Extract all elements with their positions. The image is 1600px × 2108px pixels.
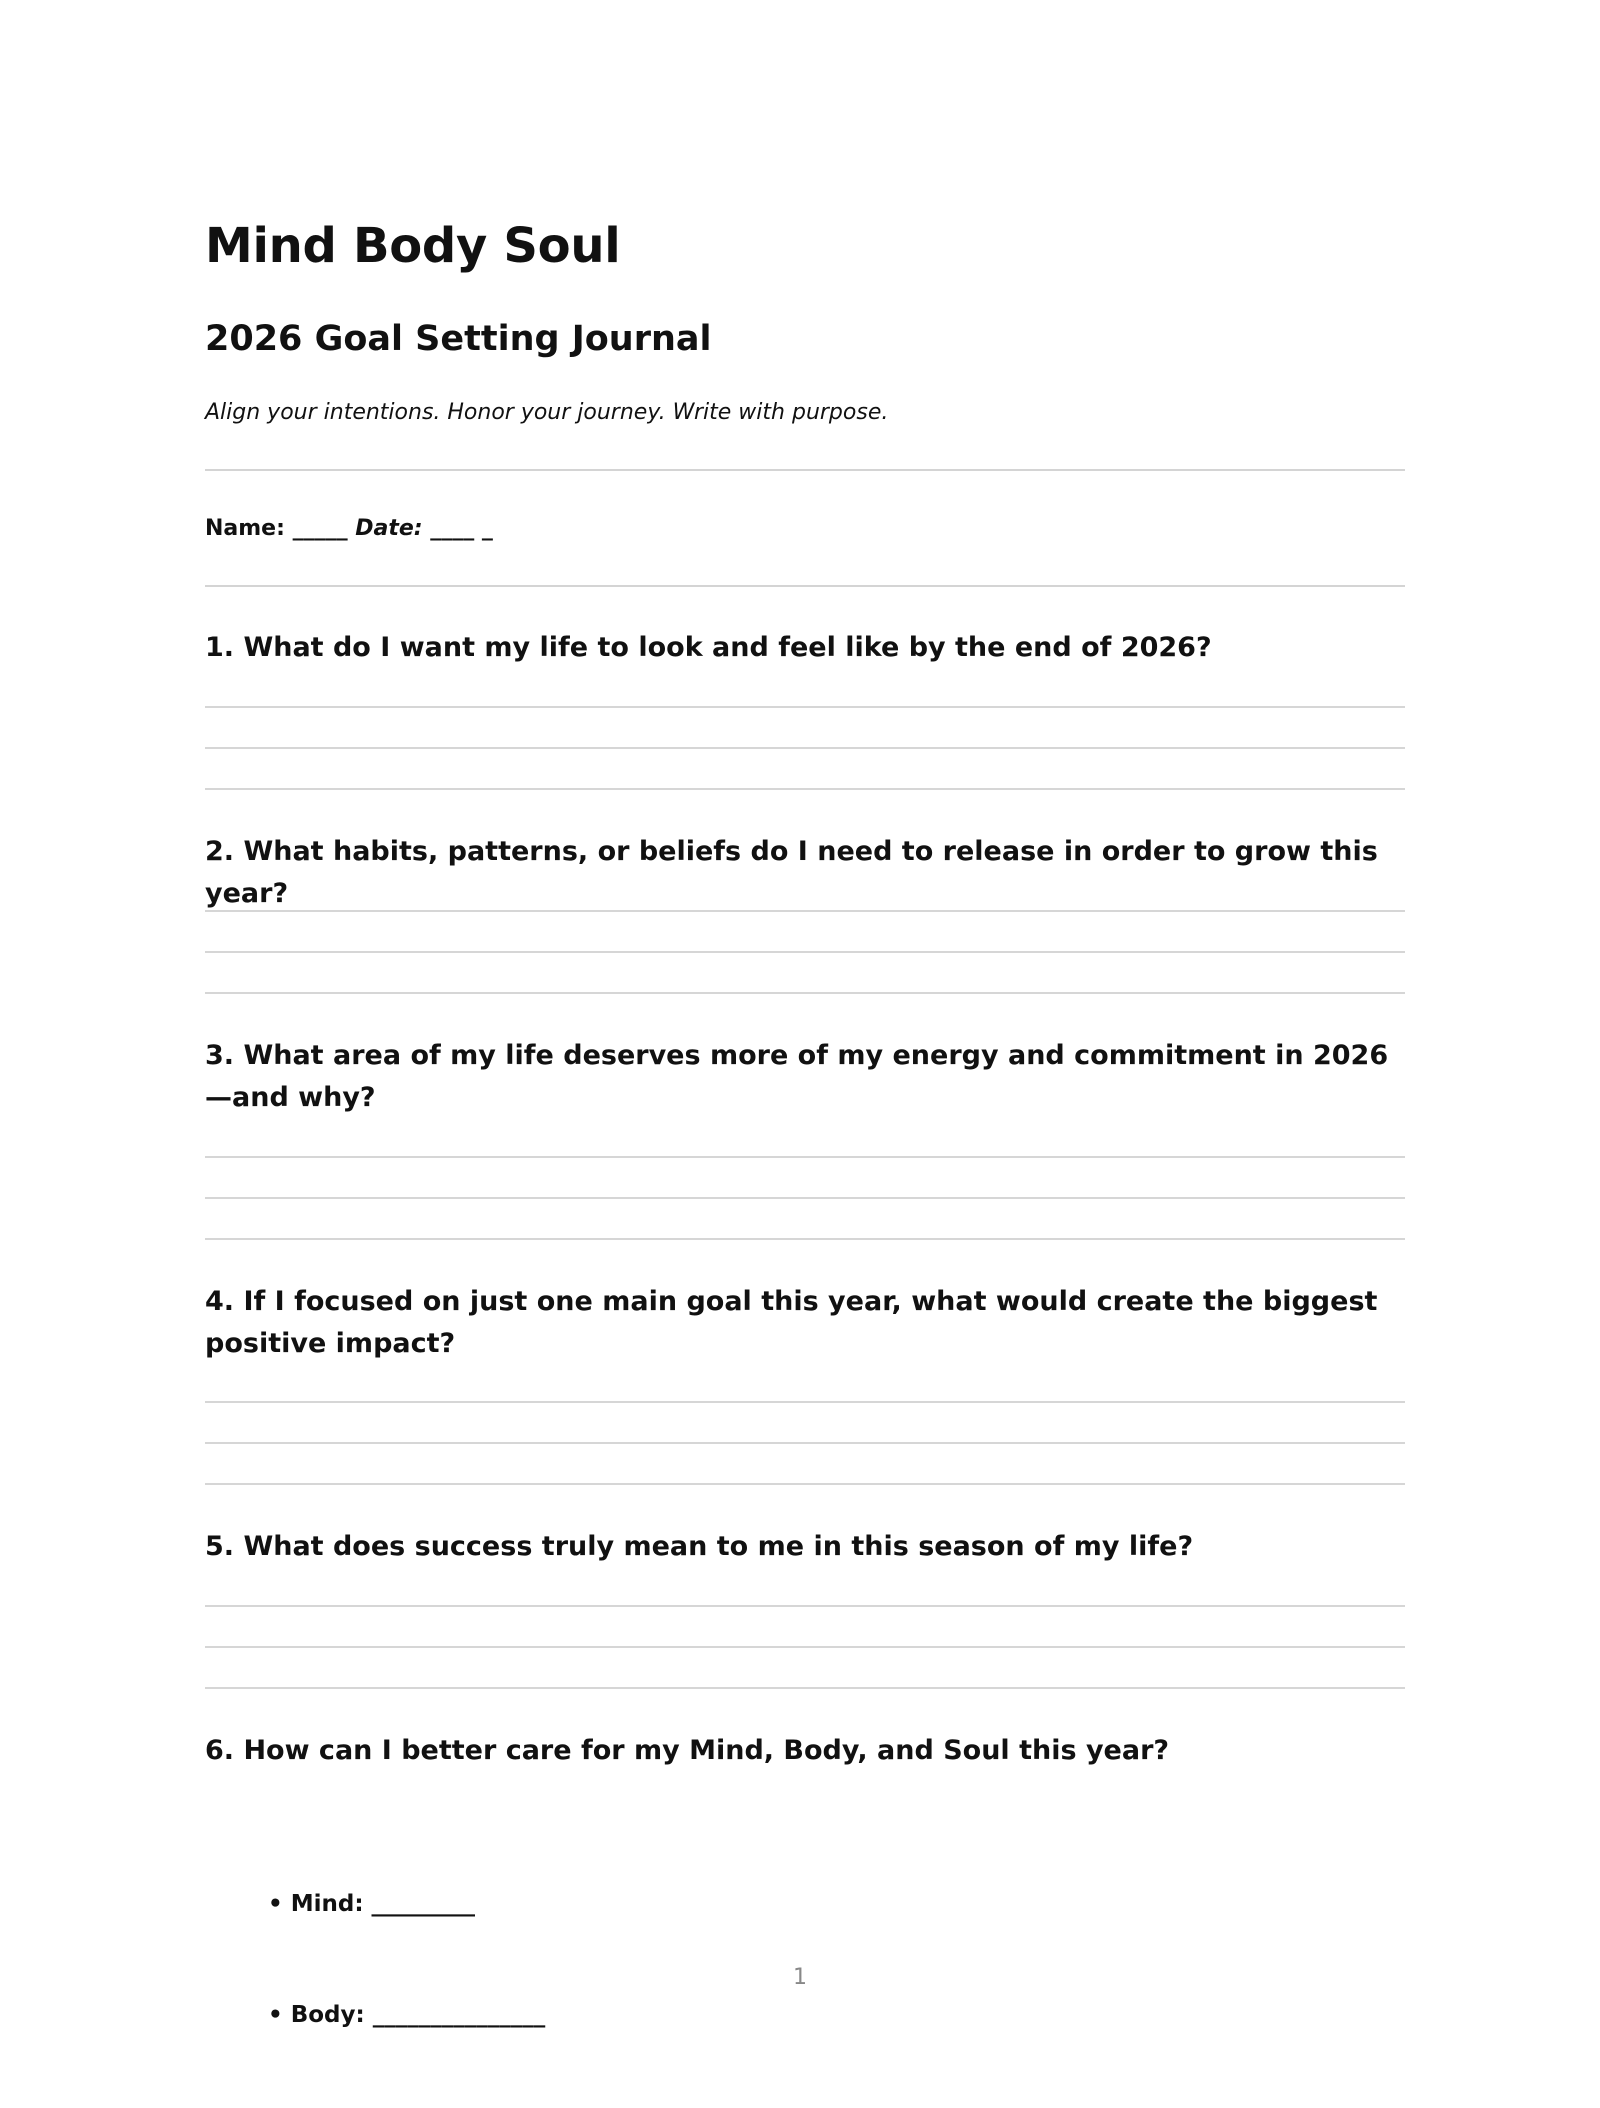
page-subtitle: 2026 Goal Setting Journal bbox=[205, 319, 712, 359]
answer-line[interactable] bbox=[205, 747, 1405, 749]
answer-line[interactable] bbox=[205, 788, 1405, 790]
divider-bottom bbox=[205, 585, 1405, 587]
name-blank[interactable]: _____ bbox=[284, 516, 356, 541]
answer-line[interactable] bbox=[205, 1483, 1405, 1485]
answer-line[interactable] bbox=[205, 706, 1405, 708]
tagline: Align your intentions. Honor your journey. Write with purpose. bbox=[205, 400, 889, 425]
answer-line[interactable] bbox=[205, 910, 1405, 912]
care-item-body[interactable]: • Body: _______________ bbox=[268, 2002, 546, 2028]
answer-line[interactable] bbox=[205, 992, 1405, 994]
question-5: 5. What does success truly mean to me in this season of my life? bbox=[205, 1531, 1194, 1562]
answer-line[interactable] bbox=[205, 1197, 1405, 1199]
date-label: Date: bbox=[355, 516, 423, 541]
care-list bbox=[268, 1812, 545, 2108]
answer-line[interactable] bbox=[205, 1442, 1405, 1444]
care-item-mind[interactable]: • Mind: _________ bbox=[268, 1891, 476, 1917]
answer-line[interactable] bbox=[205, 1401, 1405, 1403]
name-label: Name: bbox=[205, 516, 285, 541]
date-blank[interactable]: ____ _ bbox=[422, 516, 493, 541]
question-6: 6. How can I better care for my Mind, Body, and Soul this year? bbox=[205, 1735, 1170, 1766]
divider-top bbox=[205, 469, 1405, 471]
question-3: 3. What area of my life deserves more of my energy and commitment in 2026—and why? bbox=[205, 1040, 1389, 1113]
page-number: 1 bbox=[793, 1965, 807, 1990]
answer-line[interactable] bbox=[205, 1156, 1405, 1158]
question-4: 4. If I focused on just one main goal this year, what would create the biggest positive impact? bbox=[205, 1286, 1378, 1359]
answer-line[interactable] bbox=[205, 1238, 1405, 1240]
answer-line[interactable] bbox=[205, 1646, 1405, 1648]
question-2: 2. What habits, patterns, or beliefs do I need to release in order to grow this year? bbox=[205, 836, 1378, 909]
answer-line[interactable] bbox=[205, 951, 1405, 953]
answer-line[interactable] bbox=[205, 1605, 1405, 1607]
answer-line[interactable] bbox=[205, 1687, 1405, 1689]
name-date-row bbox=[205, 516, 1405, 542]
page-title: Mind Body Soul bbox=[205, 218, 621, 274]
question-1: 1. What do I want my life to look and feel like by the end of 2026? bbox=[205, 632, 1212, 663]
